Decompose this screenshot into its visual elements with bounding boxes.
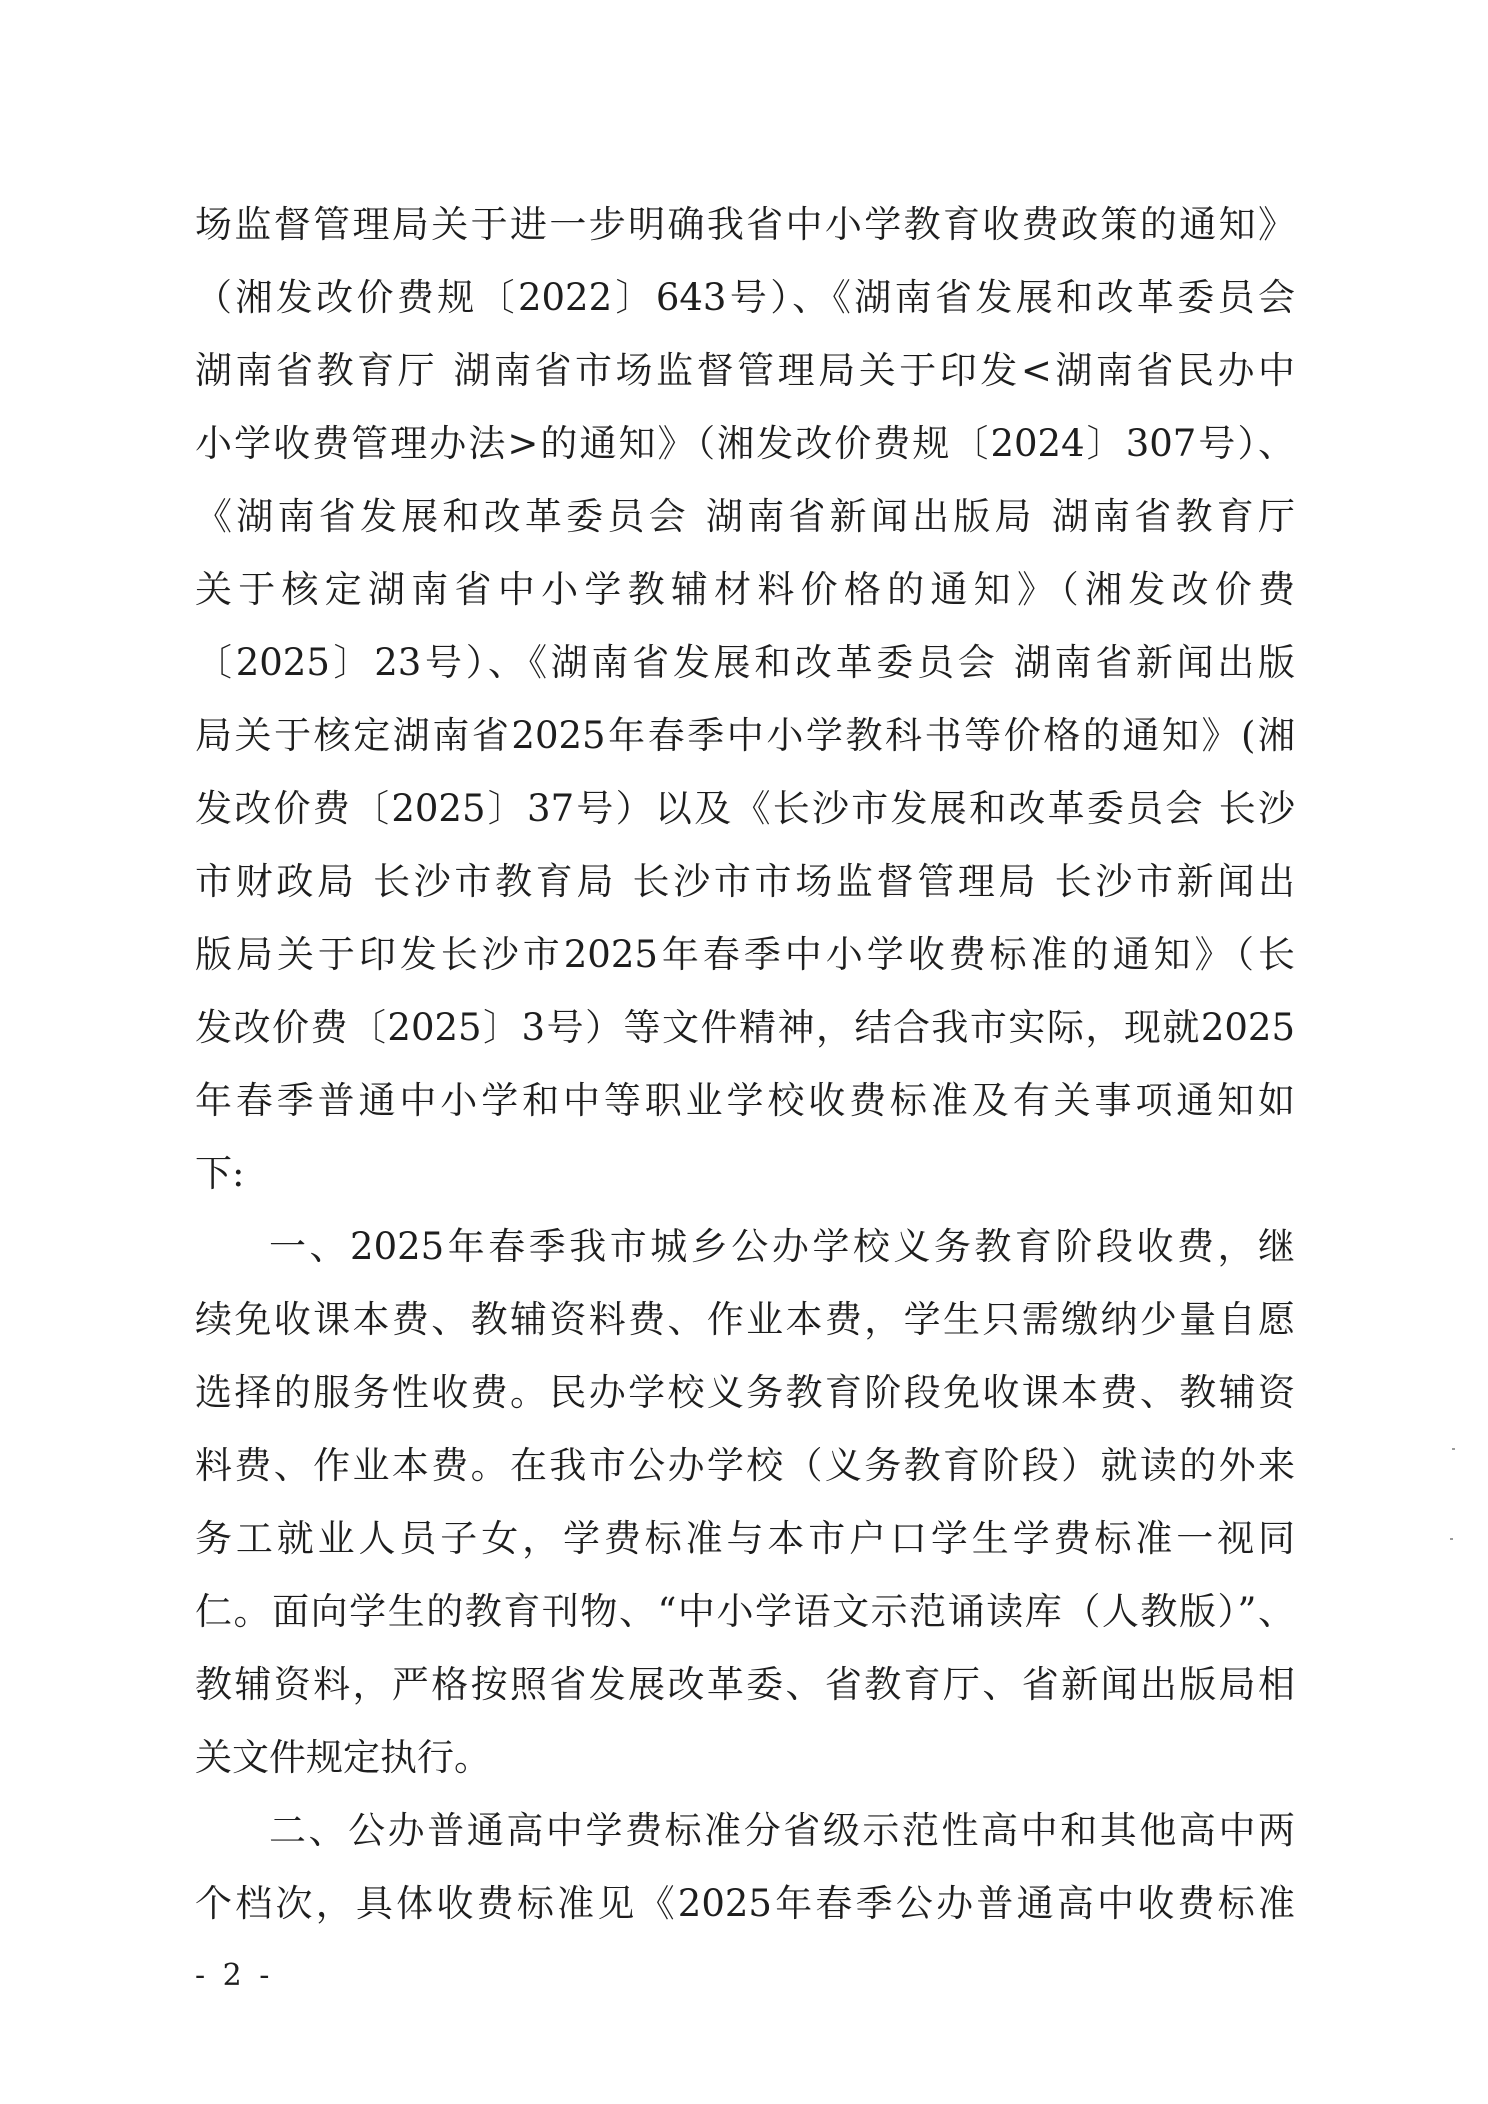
text-line: 仁。面向学生的教育刊物、“中小学语文示范诵读库（人教版）”、 — [195, 1590, 1295, 1633]
text-line: 年春季普通中小学和中等职业学校收费标准及有关事项通知如 — [195, 1079, 1295, 1122]
text-line: 湖南省教育厅 湖南省市场监督管理局关于印发<湖南省民办中 — [195, 349, 1295, 392]
text-line: 市财政局 长沙市教育局 长沙市市场监督管理局 长沙市新闻出 — [195, 860, 1295, 903]
text-line: 料费、作业本费。在我市公办学校（义务教育阶段）就读的外来 — [195, 1444, 1295, 1487]
paragraph-2-first-line: 二、公办普通高中学费标准分省级示范性高中和其他高中两 — [269, 1809, 1295, 1852]
text-line: （湘发改价费规〔2022〕643号）、《湖南省发展和改革委员会 — [195, 276, 1295, 319]
scan-speck — [1452, 1448, 1455, 1450]
text-line: 局关于核定湖南省2025年春季中小学教科书等价格的通知》(湘 — [195, 714, 1295, 757]
text-line: 关文件规定执行。 — [195, 1736, 491, 1779]
paragraph-1-first-line: 一、2025年春季我市城乡公办学校义务教育阶段收费，继 — [269, 1225, 1295, 1268]
text-line: 发改价费〔2025〕3号）等文件精神，结合我市实际，现就2025 — [195, 1006, 1295, 1049]
text-line: 版局关于印发长沙市2025年春季中小学收费标准的通知》（长 — [195, 933, 1295, 976]
scan-speck — [1450, 1538, 1453, 1540]
text-line: 场监督管理局关于进一步明确我省中小学教育收费政策的通知》 — [195, 203, 1295, 246]
text-line: 《湖南省发展和改革委员会 湖南省新闻出版局 湖南省教育厅 — [195, 495, 1295, 538]
text-line: 发改价费〔2025〕37号）以及《长沙市发展和改革委员会 长沙 — [195, 787, 1295, 830]
text-line: 〔2025〕23号）、《湖南省发展和改革委员会 湖南省新闻出版 — [195, 641, 1295, 684]
text-line: 关于核定湖南省中小学教辅材料价格的通知》（湘发改价费 — [195, 568, 1295, 611]
text-line: 选择的服务性收费。民办学校义务教育阶段免收课本费、教辅资 — [195, 1371, 1295, 1414]
text-line: 小学收费管理办法>的通知》（湘发改价费规〔2024〕307号）、 — [195, 422, 1295, 465]
body-text — [195, 188, 1295, 1940]
text-line: 下: — [195, 1152, 245, 1195]
text-line: 续免收课本费、教辅资料费、作业本费，学生只需缴纳少量自愿 — [195, 1298, 1295, 1341]
text-line: 个档次，具体收费标准见《2025年春季公办普通高中收费标准 — [195, 1882, 1295, 1925]
page-number: - 2 - — [195, 1958, 274, 1993]
text-line: 教辅资料，严格按照省发展改革委、省教育厅、省新闻出版局相 — [195, 1663, 1295, 1706]
text-line: 务工就业人员子女，学费标准与本市户口学生学费标准一视同 — [195, 1517, 1295, 1560]
